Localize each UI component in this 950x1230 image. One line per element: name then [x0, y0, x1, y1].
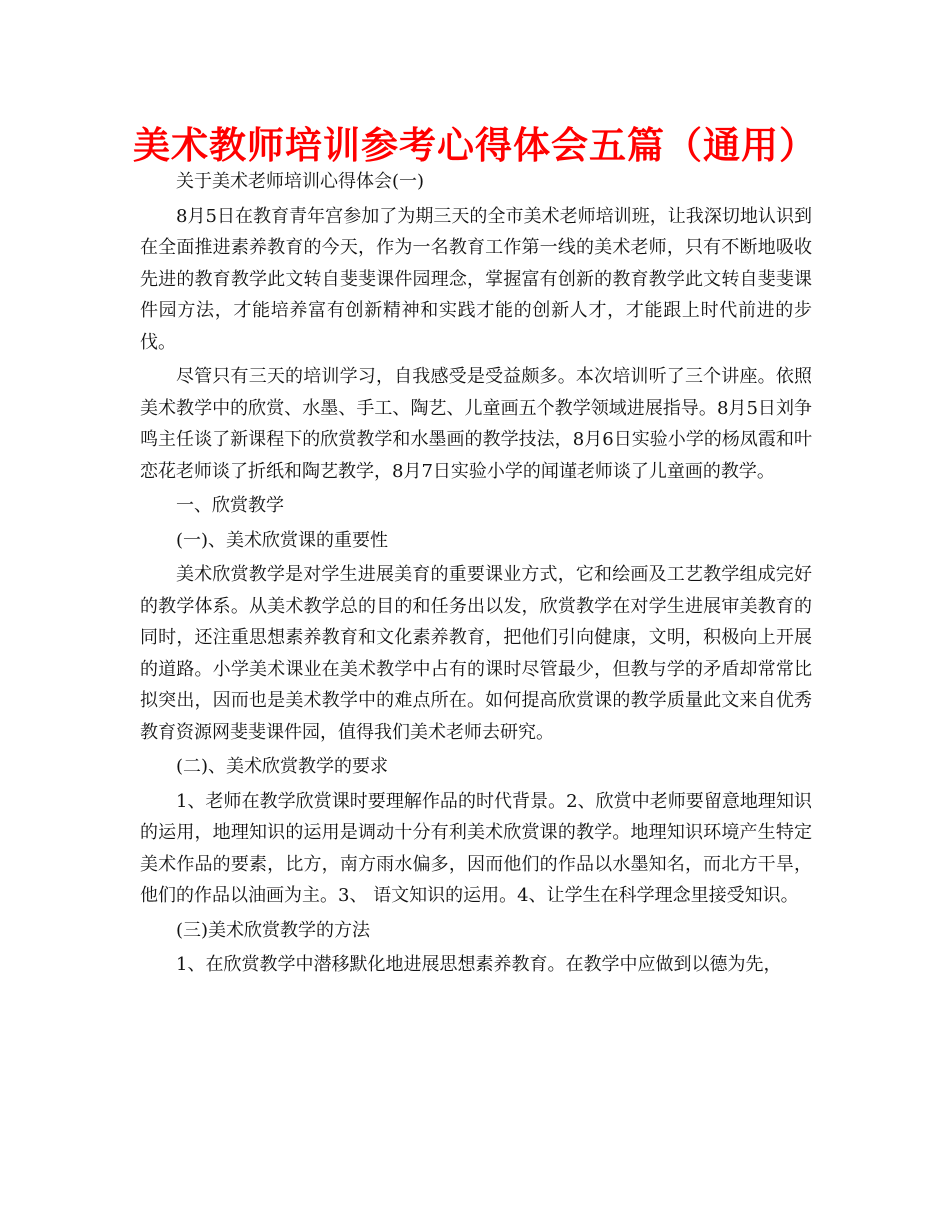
- subsection-heading: (二)、美术欣赏教学的要求: [176, 756, 389, 777]
- paragraph: 1、老师在教学欣赏课时要理解作品的时代背景。2、欣赏中老师要留意地理知识的运用，地理知识的运用是调动十分有利美术欣赏课的教学。地理知识环境产生特定美术作品的要素，比方，南方雨水偏多，因而他们的作品以水墨知名，而北方干旱，他们的作品以油画为主。3、 语文知识的运用。4、让学生在科学理念里接受知识。: [140, 790, 812, 906]
- paragraph: 尽管只有三天的培训学习，自我感受是受益颇多。本次培训听了三个讲座。依照美术教学中的欣赏、水墨、手工、陶艺、儿童画五个教学领域进展指导。8月5日刘争鸣主任谈了新课程下的欣赏教学和水墨画的教学技法，8月6日实验小学的杨凤霞和叶恋花老师谈了折纸和陶艺教学，8月7日实验小学的闻谨老师谈了儿童画的教学。: [140, 366, 812, 482]
- document-body: [140, 166, 812, 981]
- paragraph: 8月5日在教育青年宫参加了为期三天的全市美术老师培训班，让我深切地认识到在全面推进素养教育的今天，作为一名教育工作第一线的美术老师，只有不断地吸收先进的教育教学此文转自斐斐课件园理念，掌握富有创新的教育教学此文转自斐斐课件园方法，才能培养富有创新精神和实践才能的创新人才，才能跟上时代前进的步伐。: [140, 205, 812, 353]
- section-heading: 一、欣赏教学: [176, 495, 284, 516]
- paragraph-intro-heading: 关于美术老师培训心得体会(一): [176, 171, 425, 192]
- paragraph: 美术欣赏教学是对学生进展美育的重要课业方式，它和绘画及工艺教学组成完好的教学体系。从美术教学总的目的和任务出以发，欣赏教学在对学生进展审美教育的同时，还注重思想素养教育和文化素养教育，把他们引向健康，文明，积极向上开展的道路。小学美术课业在美术教学中占有的课时尽管最少，但教与学的矛盾却常常比拟突出，因而也是美术教学中的难点所在。如何提高欣赏课的教学质量此文来自优秀教育资源网斐斐课件园，值得我们美术老师去研究。: [140, 564, 812, 743]
- document-title: 美术教师培训参考心得体会五篇（通用）: [133, 124, 817, 167]
- subsection-heading: (一)、美术欣赏课的重要性: [176, 529, 389, 551]
- paragraph: 1、在欣赏教学中潜移默化地进展思想素养教育。在教学中应做到以德为先，: [176, 954, 782, 975]
- subsection-heading: (三)美术欣赏教学的方法: [176, 919, 371, 941]
